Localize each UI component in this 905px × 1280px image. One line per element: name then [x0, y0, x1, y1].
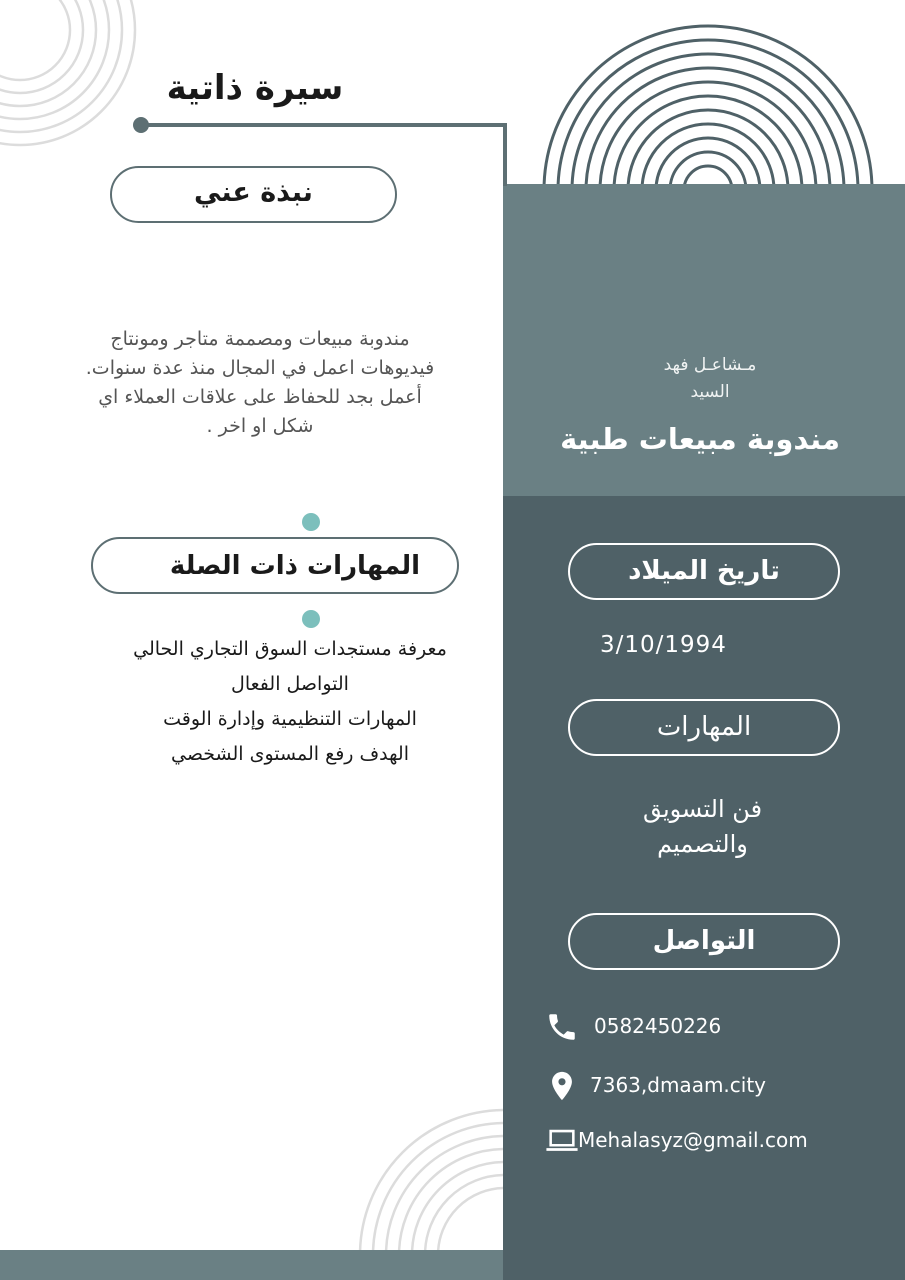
about-heading: نبذة عني [194, 177, 313, 208]
related-skills-heading: المهارات ذات الصلة [169, 551, 421, 581]
about-line: مندوبة مبيعات ومصممة متاجر ومونتاج [110, 328, 410, 350]
list-item: معرفة مستجدات السوق التجاري الحالي [133, 638, 447, 660]
contact-heading: التواصل [652, 926, 756, 956]
about-text [40, 325, 480, 441]
list-item: الهدف رفع المستوى الشخصي [170, 743, 409, 765]
about-heading-pill [110, 166, 397, 223]
job-title: مندوبة مبيعات طبية [560, 422, 840, 456]
email-row[interactable] [545, 1124, 885, 1158]
accent-dot [302, 610, 320, 628]
phone-number: 0582450226 [594, 1014, 722, 1038]
info-panel [503, 496, 905, 1280]
about-line: فيديوهات اعمل في المجال منذ عدة سنوات. [85, 357, 435, 379]
skills-heading-pill [568, 699, 840, 756]
skills-line: والتصميم [657, 830, 748, 858]
location-icon [545, 1069, 579, 1103]
about-line: شكل او اخر . [206, 415, 314, 437]
address-row[interactable] [545, 1069, 885, 1103]
accent-dot [302, 513, 320, 531]
page-title: سيرة ذاتية [166, 68, 344, 108]
name-line: مـشاعـل فهد [663, 355, 757, 375]
bottom-strip [0, 1250, 503, 1280]
list-item: التواصل الفعال [231, 673, 349, 695]
related-skills-list [80, 632, 500, 772]
address: 7363,dmaam.city [590, 1073, 767, 1097]
contact-heading-pill [568, 913, 840, 970]
skills-heading: المهارات [656, 712, 752, 742]
about-line: أعمل بجد للحفاظ على علاقات العملاء اي [98, 386, 422, 408]
phone-row[interactable] [545, 1010, 885, 1044]
person-name [560, 352, 860, 406]
laptop-icon [545, 1124, 579, 1158]
skills-text [600, 792, 805, 862]
related-skills-pill [91, 537, 459, 594]
list-item: المهارات التنظيمية وإدارة الوقت [163, 708, 417, 730]
birth-heading: تاريخ الميلاد [628, 556, 780, 586]
name-line: السيد [690, 382, 730, 402]
birth-heading-pill [568, 543, 840, 600]
phone-icon [545, 1010, 579, 1044]
skills-line: فن التسويق [642, 795, 763, 823]
birth-date: 3/10/1994 [600, 632, 727, 658]
email: Mehalasyz@gmail.com [578, 1128, 808, 1152]
